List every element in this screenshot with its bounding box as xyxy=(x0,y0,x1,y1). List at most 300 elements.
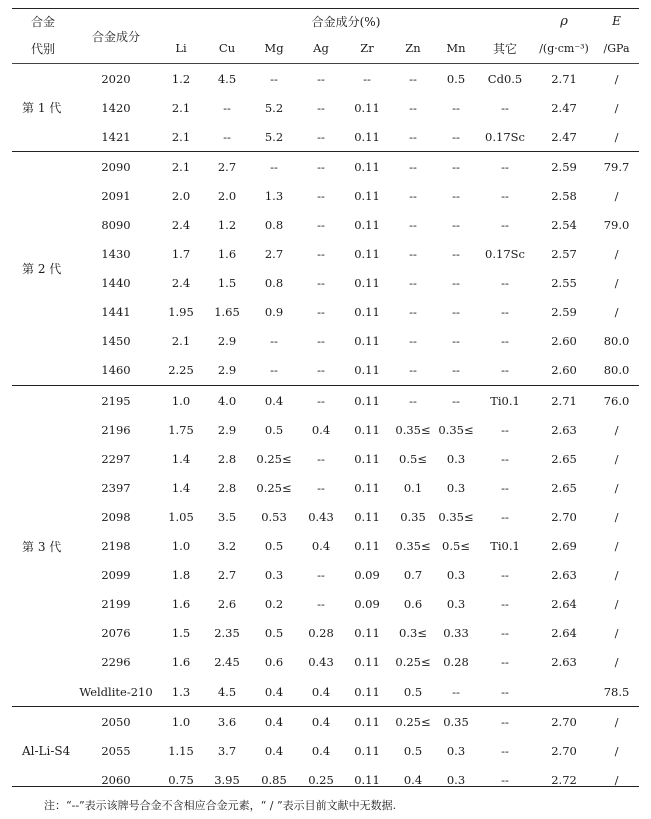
table-cell: -- xyxy=(270,363,278,378)
header-row-1 xyxy=(12,9,639,34)
table-cell: -- xyxy=(270,334,278,349)
table-cell: 0.11 xyxy=(354,422,380,437)
table-cell: 0.11 xyxy=(354,743,380,758)
alloy-grade-cell: 1441 xyxy=(101,305,131,320)
table-row xyxy=(12,415,639,444)
header-e-symbol: E xyxy=(594,9,639,34)
table-cell: / xyxy=(614,71,619,86)
table-cell: 5.2 xyxy=(264,100,284,115)
table-cell: -- xyxy=(501,334,509,349)
table-row xyxy=(12,386,639,416)
table-cell: 3.2 xyxy=(217,539,237,554)
alloy-grade-cell: 1420 xyxy=(101,100,131,115)
table-cell: / xyxy=(614,305,619,320)
table-cell: 2.35 xyxy=(214,626,240,641)
table-cell: 0.7 xyxy=(403,568,423,583)
table-cell: 2.1 xyxy=(158,152,204,182)
table-cell: 2.65 xyxy=(551,480,577,495)
table-cell: -- xyxy=(452,363,460,378)
table-cell: 2.8 xyxy=(217,451,237,466)
table-cell: / xyxy=(614,480,619,495)
table-cell: 0.35≤ xyxy=(438,509,474,524)
table-cell: 0.11 xyxy=(354,772,380,787)
table-cell: / xyxy=(614,539,619,554)
table-cell: -- xyxy=(270,71,278,86)
table-cell: 0.11 xyxy=(354,334,380,349)
alloy-grade-cell: Weldlite-210 xyxy=(79,684,153,699)
table-cell: 79.0 xyxy=(603,218,630,233)
table-cell: 2.69 xyxy=(551,539,577,554)
table-row xyxy=(12,502,639,531)
alloy-grade-cell: 1421 xyxy=(101,129,131,144)
table-cell: 0.35≤ xyxy=(395,539,431,554)
table-cell: 2.59 xyxy=(551,305,577,320)
table-cell: 1.0 xyxy=(171,539,191,554)
alloy-grade-cell: 2195 xyxy=(74,386,158,416)
table-cell: / xyxy=(614,655,619,670)
table-cell: 0.35 xyxy=(400,509,426,524)
table-cell: -- xyxy=(390,386,436,416)
table-cell: 1.3 xyxy=(171,684,191,699)
table-cell: 2.6 xyxy=(217,597,237,612)
table-cell: Ti0.1 xyxy=(490,539,520,554)
table-cell: -- xyxy=(476,152,534,182)
table-cell: / xyxy=(614,772,619,787)
alloy-grade-cell: 1440 xyxy=(101,276,131,291)
table-cell: -- xyxy=(363,71,371,86)
table-cell: 1.6 xyxy=(217,247,237,262)
table-cell: -- xyxy=(317,100,325,115)
table-cell: 78.5 xyxy=(603,684,630,699)
table-cell: 0.11 xyxy=(354,626,380,641)
table-cell: -- xyxy=(390,152,436,182)
alloy-grade-cell: 1460 xyxy=(101,363,131,378)
table-cell: / xyxy=(614,276,619,291)
table-cell: -- xyxy=(409,247,417,262)
table-cell: -- xyxy=(317,363,325,378)
table-cell: -- xyxy=(250,152,298,182)
table-cell: 2.57 xyxy=(551,247,577,262)
table-cell: -- xyxy=(501,626,509,641)
table-cell: 0.3 xyxy=(446,772,466,787)
table-cell: 2.9 xyxy=(217,363,237,378)
table-cell: -- xyxy=(501,422,509,437)
table-cell: 0.25≤ xyxy=(390,707,436,737)
table-cell: -- xyxy=(452,188,460,203)
table-cell: 0.33 xyxy=(443,626,469,641)
table-cell: 80.0 xyxy=(603,363,630,378)
table-cell: 0.8 xyxy=(264,218,284,233)
table-cell: 4.5 xyxy=(217,684,237,699)
header-alloy: 合金成分 xyxy=(74,9,158,64)
table-cell: -- xyxy=(409,188,417,203)
table-cell: 0.11 xyxy=(344,707,390,737)
table-cell: 0.11 xyxy=(344,386,390,416)
table-cell: / xyxy=(614,100,619,115)
table-cell: 2.9 xyxy=(217,422,237,437)
table-cell: 2.0 xyxy=(217,188,237,203)
table-cell: 0.3 xyxy=(446,568,466,583)
table-cell: 0.28 xyxy=(443,655,469,670)
table-cell: 2.4 xyxy=(171,276,191,291)
alloy-composition-table xyxy=(12,8,639,794)
table-cell: 0.4 xyxy=(403,772,423,787)
table-cell: 1.7 xyxy=(171,247,191,262)
table-cell: -- xyxy=(501,568,509,583)
table-cell: 0.5≤ xyxy=(399,451,427,466)
table-cell: 79.7 xyxy=(594,152,639,182)
table-cell: 2.64 xyxy=(551,626,577,641)
alloy-grade-cell: 2199 xyxy=(101,597,131,612)
table-cell: / xyxy=(614,247,619,262)
table-cell: 1.65 xyxy=(214,305,240,320)
table-cell: 2.60 xyxy=(551,363,577,378)
table-cell: -- xyxy=(409,218,417,233)
table-cell: 2.59 xyxy=(534,152,594,182)
table-cell: 0.11 xyxy=(354,129,380,144)
table-cell: -- xyxy=(501,684,509,699)
table-cell: 1.75 xyxy=(168,422,194,437)
table-cell: -- xyxy=(501,597,509,612)
table-cell: 0.25≤ xyxy=(395,655,431,670)
table-row xyxy=(12,619,639,648)
table-cell: 0.11 xyxy=(354,276,380,291)
table-cell: 2.8 xyxy=(217,480,237,495)
table-cell: -- xyxy=(317,218,325,233)
table-row xyxy=(12,532,639,561)
table-cell: -- xyxy=(452,305,460,320)
table-cell: 3.6 xyxy=(204,707,250,737)
alloy-grade-cell: 2090 xyxy=(74,152,158,182)
table-cell: -- xyxy=(452,684,460,699)
table-cell: -- xyxy=(317,451,325,466)
table-cell: 2.4 xyxy=(171,218,191,233)
table-cell: 0.11 xyxy=(354,655,380,670)
header-generation-line1: 合金 xyxy=(12,9,74,34)
table-cell: 0.3 xyxy=(446,451,466,466)
header-rho-unit: /(g·cm⁻³) xyxy=(534,33,594,64)
table-cell: / xyxy=(614,743,619,758)
table-cell: 0.75 xyxy=(168,772,194,787)
header-element-1: Cu xyxy=(204,33,250,64)
table-cell: -- xyxy=(436,152,476,182)
alloy-grade-cell: 2196 xyxy=(101,422,131,437)
table-cell: 0.11 xyxy=(354,539,380,554)
table-cell: -- xyxy=(501,480,509,495)
table-cell: -- xyxy=(476,707,534,737)
table-cell: 0.4 xyxy=(311,743,331,758)
table-cell: 0.11 xyxy=(354,684,380,699)
table-cell: 0.11 xyxy=(354,188,380,203)
table-cell: -- xyxy=(452,334,460,349)
header-element-6: Mn xyxy=(436,33,476,64)
table-cell: 0.11 xyxy=(354,218,380,233)
table-cell: / xyxy=(614,422,619,437)
table-cell: Ti0.1 xyxy=(476,386,534,416)
table-cell: 0.4 xyxy=(250,707,298,737)
table-cell: 0.43 xyxy=(308,509,334,524)
table-cell: 1.2 xyxy=(171,71,191,86)
table-cell: 2.54 xyxy=(551,218,577,233)
table-cell: -- xyxy=(298,386,344,416)
header-composition-group: 合金成分(%) xyxy=(158,9,534,34)
table-cell: 2.55 xyxy=(551,276,577,291)
alloy-grade-cell: 2198 xyxy=(101,539,131,554)
table-cell: 2.58 xyxy=(551,188,577,203)
table-cell: 3.7 xyxy=(217,743,237,758)
table-cell: 0.25 xyxy=(308,772,334,787)
table-cell: 0.25≤ xyxy=(256,451,292,466)
table-cell: -- xyxy=(501,655,509,670)
table-cell: 2.65 xyxy=(551,451,577,466)
table-cell: 0.11 xyxy=(354,451,380,466)
alloy-grade-cell: 2055 xyxy=(101,743,131,758)
table-cell: 2.7 xyxy=(204,152,250,182)
alloy-grade-cell: 2076 xyxy=(101,626,131,641)
table-cell: 3.5 xyxy=(217,509,237,524)
table-cell: 0.43 xyxy=(308,655,334,670)
table-cell: 0.3≤ xyxy=(399,626,427,641)
table-cell: 0.09 xyxy=(354,597,380,612)
table-cell: 0.5 xyxy=(403,743,423,758)
table-cell: 2.7 xyxy=(217,568,237,583)
table-cell: 2.47 xyxy=(551,129,577,144)
table-row xyxy=(12,590,639,619)
table-cell: -- xyxy=(452,100,460,115)
alloy-grade-cell: 1430 xyxy=(101,247,131,262)
table-cell: / xyxy=(614,129,619,144)
table-cell: 0.28 xyxy=(308,626,334,641)
table-cell: 1.15 xyxy=(168,743,194,758)
table-cell: 2.70 xyxy=(534,707,594,737)
table-cell: 76.0 xyxy=(594,386,639,416)
table-cell: -- xyxy=(501,188,509,203)
table-cell: 0.35≤ xyxy=(395,422,431,437)
table-row xyxy=(12,707,639,737)
header-element-4: Zr xyxy=(344,33,390,64)
table-cell: -- xyxy=(501,772,509,787)
table-cell: 2.1 xyxy=(171,129,191,144)
table-cell: -- xyxy=(317,71,325,86)
table-cell: 80.0 xyxy=(603,334,630,349)
table-note: 注：“--”表示该牌号合金不含相应合金元素，“ / ”表示目前文献中无数据. xyxy=(44,799,397,812)
table-cell: 1.3 xyxy=(264,188,284,203)
alloy-grade-cell: 2098 xyxy=(101,509,131,524)
table-cell: 2.63 xyxy=(551,422,577,437)
table-cell: -- xyxy=(409,129,417,144)
alloy-grade-cell: 1450 xyxy=(101,334,131,349)
table-cell: 0.3 xyxy=(264,568,284,583)
table-cell: -- xyxy=(501,363,509,378)
generation-label: 第 3 代 xyxy=(12,386,74,707)
table-row xyxy=(12,210,639,239)
table-cell: 0.09 xyxy=(354,568,380,583)
table-cell: -- xyxy=(317,276,325,291)
table-row xyxy=(12,240,639,269)
table-cell: 2.71 xyxy=(534,386,594,416)
table-row xyxy=(12,765,639,794)
generation-label: 第 2 代 xyxy=(12,152,74,386)
table-cell: 1.5 xyxy=(171,626,191,641)
table-cell: -- xyxy=(409,71,417,86)
alloy-grade-cell: 2050 xyxy=(74,707,158,737)
alloy-grade-cell: 2297 xyxy=(101,451,131,466)
table-row xyxy=(12,677,639,707)
table-bottom-rule xyxy=(12,786,639,787)
table-cell: -- xyxy=(317,334,325,349)
table-cell: 2.63 xyxy=(551,655,577,670)
table-cell: 2.1 xyxy=(171,334,191,349)
table-row xyxy=(12,327,639,356)
table-cell: -- xyxy=(317,247,325,262)
table-row xyxy=(12,298,639,327)
table-cell: 1.0 xyxy=(158,386,204,416)
table-row xyxy=(12,473,639,502)
table-cell: -- xyxy=(409,276,417,291)
table-cell xyxy=(534,677,594,707)
table-cell: 0.17Sc xyxy=(485,247,525,262)
table-row xyxy=(12,181,639,210)
table-cell: 3.95 xyxy=(214,772,240,787)
table-cell: 0.85 xyxy=(261,772,287,787)
table-cell: 0.4 xyxy=(311,684,331,699)
table-cell: 2.70 xyxy=(551,509,577,524)
table-cell: 2.72 xyxy=(551,772,577,787)
header-generation-line2: 代别 xyxy=(12,33,74,64)
header-e-unit: /GPa xyxy=(594,33,639,64)
table-cell: / xyxy=(594,707,639,737)
table-row xyxy=(12,93,639,122)
table-cell: 5.2 xyxy=(264,129,284,144)
table-cell: -- xyxy=(317,597,325,612)
table-row xyxy=(12,122,639,152)
table-cell: -- xyxy=(452,247,460,262)
table-cell: 0.2 xyxy=(264,597,284,612)
table-cell: 0.3 xyxy=(446,480,466,495)
generation-label: Al-Li-S4 xyxy=(12,707,74,795)
table-cell: 1.0 xyxy=(158,707,204,737)
table-cell: 2.47 xyxy=(551,100,577,115)
table-cell: 4.5 xyxy=(217,71,237,86)
table-row xyxy=(12,648,639,677)
table-cell: 0.25≤ xyxy=(256,480,292,495)
table-cell: 0.4 xyxy=(311,422,331,437)
table-cell: -- xyxy=(501,509,509,524)
table-cell: 0.6 xyxy=(264,655,284,670)
table-cell: -- xyxy=(452,129,460,144)
table-cell: 0.11 xyxy=(354,480,380,495)
header-element-5: Zn xyxy=(390,33,436,64)
alloy-grade-cell: 2091 xyxy=(101,188,131,203)
table-cell: / xyxy=(614,568,619,583)
alloy-grade-cell: 2099 xyxy=(101,568,131,583)
table-cell: -- xyxy=(501,451,509,466)
table-cell: 2.1 xyxy=(171,100,191,115)
header-element-0: Li xyxy=(158,33,204,64)
table-cell: 2.0 xyxy=(171,188,191,203)
table-cell: 1.2 xyxy=(217,218,237,233)
table-cell: 0.35 xyxy=(436,707,476,737)
table-cell: -- xyxy=(501,276,509,291)
table-cell: -- xyxy=(501,218,509,233)
table-cell: 1.4 xyxy=(171,451,191,466)
table-cell: 0.1 xyxy=(403,480,423,495)
table-cell: 0.5 xyxy=(264,539,284,554)
table-cell: -- xyxy=(409,100,417,115)
table-row xyxy=(12,561,639,590)
table-cell: -- xyxy=(317,188,325,203)
table-row xyxy=(12,152,639,182)
table-cell: 0.17Sc xyxy=(485,129,525,144)
table-cell: 2.71 xyxy=(551,71,577,86)
table-cell: 2.70 xyxy=(551,743,577,758)
alloy-grade-cell: 2296 xyxy=(101,655,131,670)
table-cell: 0.11 xyxy=(354,305,380,320)
table-cell: 2.9 xyxy=(217,334,237,349)
table-cell: 2.60 xyxy=(551,334,577,349)
table-cell: -- xyxy=(317,305,325,320)
table-cell: / xyxy=(614,626,619,641)
table-row xyxy=(12,356,639,386)
table-cell: / xyxy=(614,509,619,524)
table-cell: 0.35≤ xyxy=(438,422,474,437)
header-element-7: 其它 xyxy=(476,33,534,64)
table-cell: 0.5 xyxy=(446,71,466,86)
table-cell: 1.6 xyxy=(171,597,191,612)
table-cell: 0.5 xyxy=(264,422,284,437)
table-cell: 1.6 xyxy=(171,655,191,670)
header-element-3: Ag xyxy=(298,33,344,64)
table-cell: 2.7 xyxy=(264,247,284,262)
table-cell: 2.63 xyxy=(551,568,577,583)
table-cell: 0.3 xyxy=(446,597,466,612)
table-cell: -- xyxy=(501,100,509,115)
table-row xyxy=(12,269,639,298)
table-cell: 1.8 xyxy=(171,568,191,583)
table-cell: 0.5 xyxy=(403,684,423,699)
table-cell: 0.4 xyxy=(264,684,284,699)
table-cell: 0.11 xyxy=(344,152,390,182)
table-cell: 0.4 xyxy=(311,539,331,554)
table-cell: -- xyxy=(317,480,325,495)
table-cell: -- xyxy=(298,152,344,182)
table-cell: 1.5 xyxy=(217,276,237,291)
table-cell: Cd0.5 xyxy=(487,71,523,86)
table-cell: / xyxy=(614,451,619,466)
table-cell: -- xyxy=(409,334,417,349)
table-cell: 0.4 xyxy=(250,386,298,416)
table-cell: 0.8 xyxy=(264,276,284,291)
table-cell: -- xyxy=(223,100,231,115)
table-cell: -- xyxy=(317,568,325,583)
table-cell: 2.64 xyxy=(551,597,577,612)
table-row xyxy=(12,736,639,765)
table-cell: 0.3 xyxy=(446,743,466,758)
generation-label: 第 1 代 xyxy=(22,101,62,116)
table-cell: 2.45 xyxy=(214,655,240,670)
table-cell: 0.11 xyxy=(354,509,380,524)
table-cell: 1.05 xyxy=(168,509,194,524)
table-cell: 1.95 xyxy=(168,305,194,320)
table-cell: -- xyxy=(409,363,417,378)
table-cell: 2.25 xyxy=(168,363,194,378)
table-cell: / xyxy=(614,597,619,612)
alloy-grade-cell: 2060 xyxy=(101,772,131,787)
table-cell: 4.0 xyxy=(204,386,250,416)
table-cell: -- xyxy=(223,129,231,144)
table-cell: -- xyxy=(501,743,509,758)
table-cell: -- xyxy=(452,218,460,233)
